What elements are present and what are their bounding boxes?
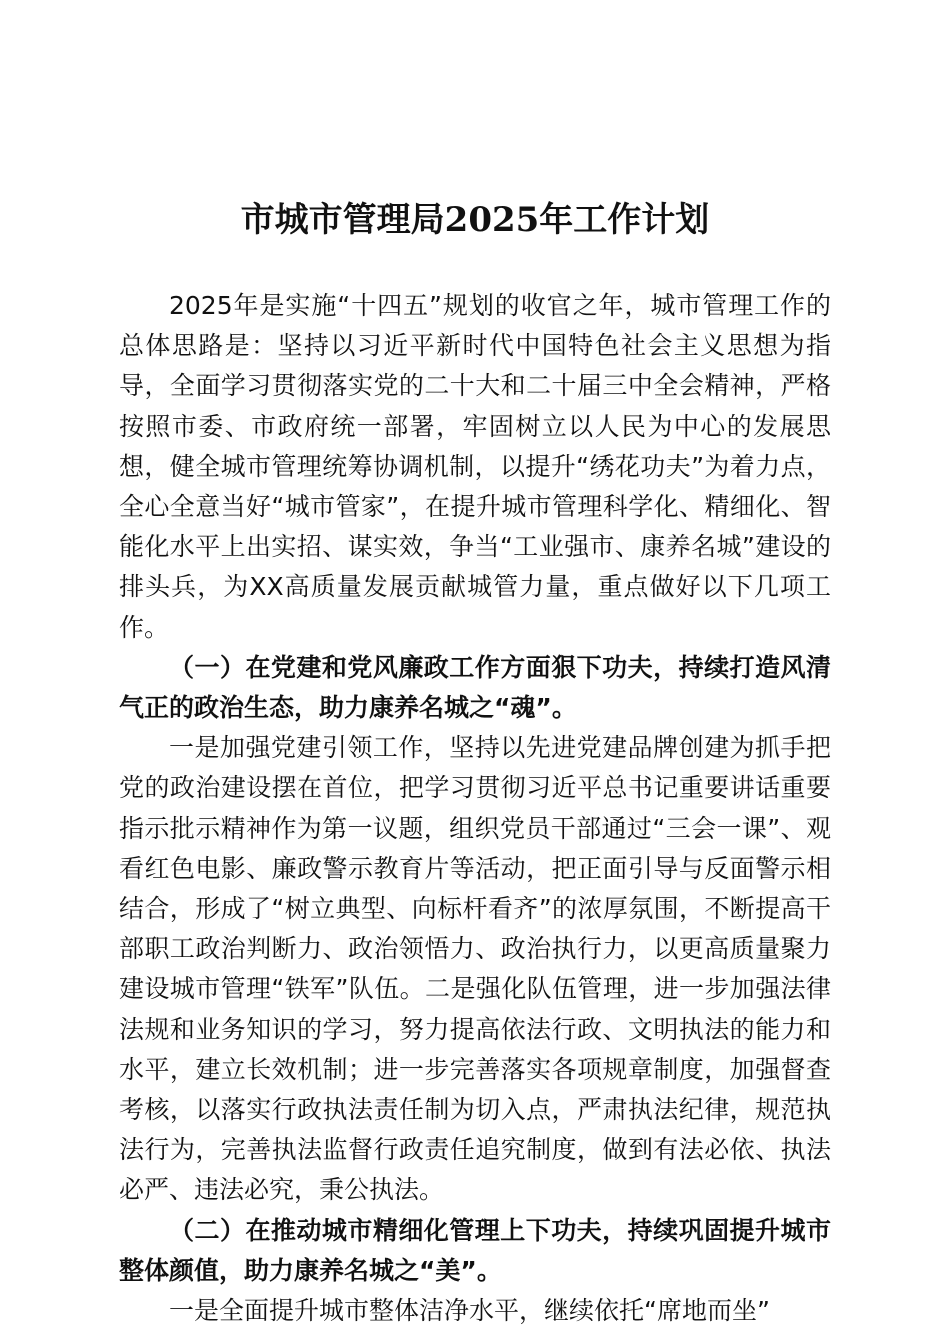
section-heading-2: （二）在推动城市精细化管理上下功夫，持续巩固提升城市整体颜值，助力康养名城之“美”。 [119,1215,831,1285]
paragraph-section-1: 一是加强党建引领工作，坚持以先进党建品牌创建为抓手把党的政治建设摆在首位，把学习贯彻习近平总书记重要讲话重要指示批示精神作为第一议题，组织党员干部通过“三会一课”、观看红色电影、廉政警示教育片等活动，把正面引导与反面警示相结合，形成了“树立典型、向标杆看齐”的浓厚氛围，不断提高干部职工政治判断力、政治领悟力、政治执行力，以更高质量聚力建设城市管理“铁军”队伍。二是强化队伍管理，进一步加强法律法规和业务知识的学习，努力提高依法行政、文明执法的能力和水平，建立长效机制；进一步完善落实各项规章制度，加强督查考核，以落实行政执法责任制为切入点，严肃执法纪律，规范执法行为，完善执法监督行政责任追究制度，做到有法必依、执法必严、违法必究，秉公执法。 [119,733,831,1205]
document-body [119,286,831,1331]
document-title: 市城市管理局2025年工作计划 [240,200,710,240]
paragraph-intro: 2025年是实施“十四五”规划的收官之年，城市管理工作的总体思路是：坚持以习近平新时代中国特色社会主义思想为指导，全面学习贯彻落实党的二十大和二十届三中全会精神，严格按照市委、市政府统一部署，牢固树立以人民为中心的发展思想，健全城市管理统筹协调机制，以提升“绣花功夫”为着力点，全心全意当好“城市管家”，在提升城市管理科学化、精细化、智能化水平上出实招、谋实效，争当“工业强市、康养名城”建设的排头兵，为XX高质量发展贡献城管力量，重点做好以下几项工作。 [119,291,831,642]
paragraph-section-2: 一是全面提升城市整体洁净水平，继续依托“席地而坐” [169,1296,770,1326]
section-heading-1: （一）在党建和党风廉政工作方面狠下功夫，持续打造风清气正的政治生态，助力康养名城之“魂”。 [119,652,831,723]
